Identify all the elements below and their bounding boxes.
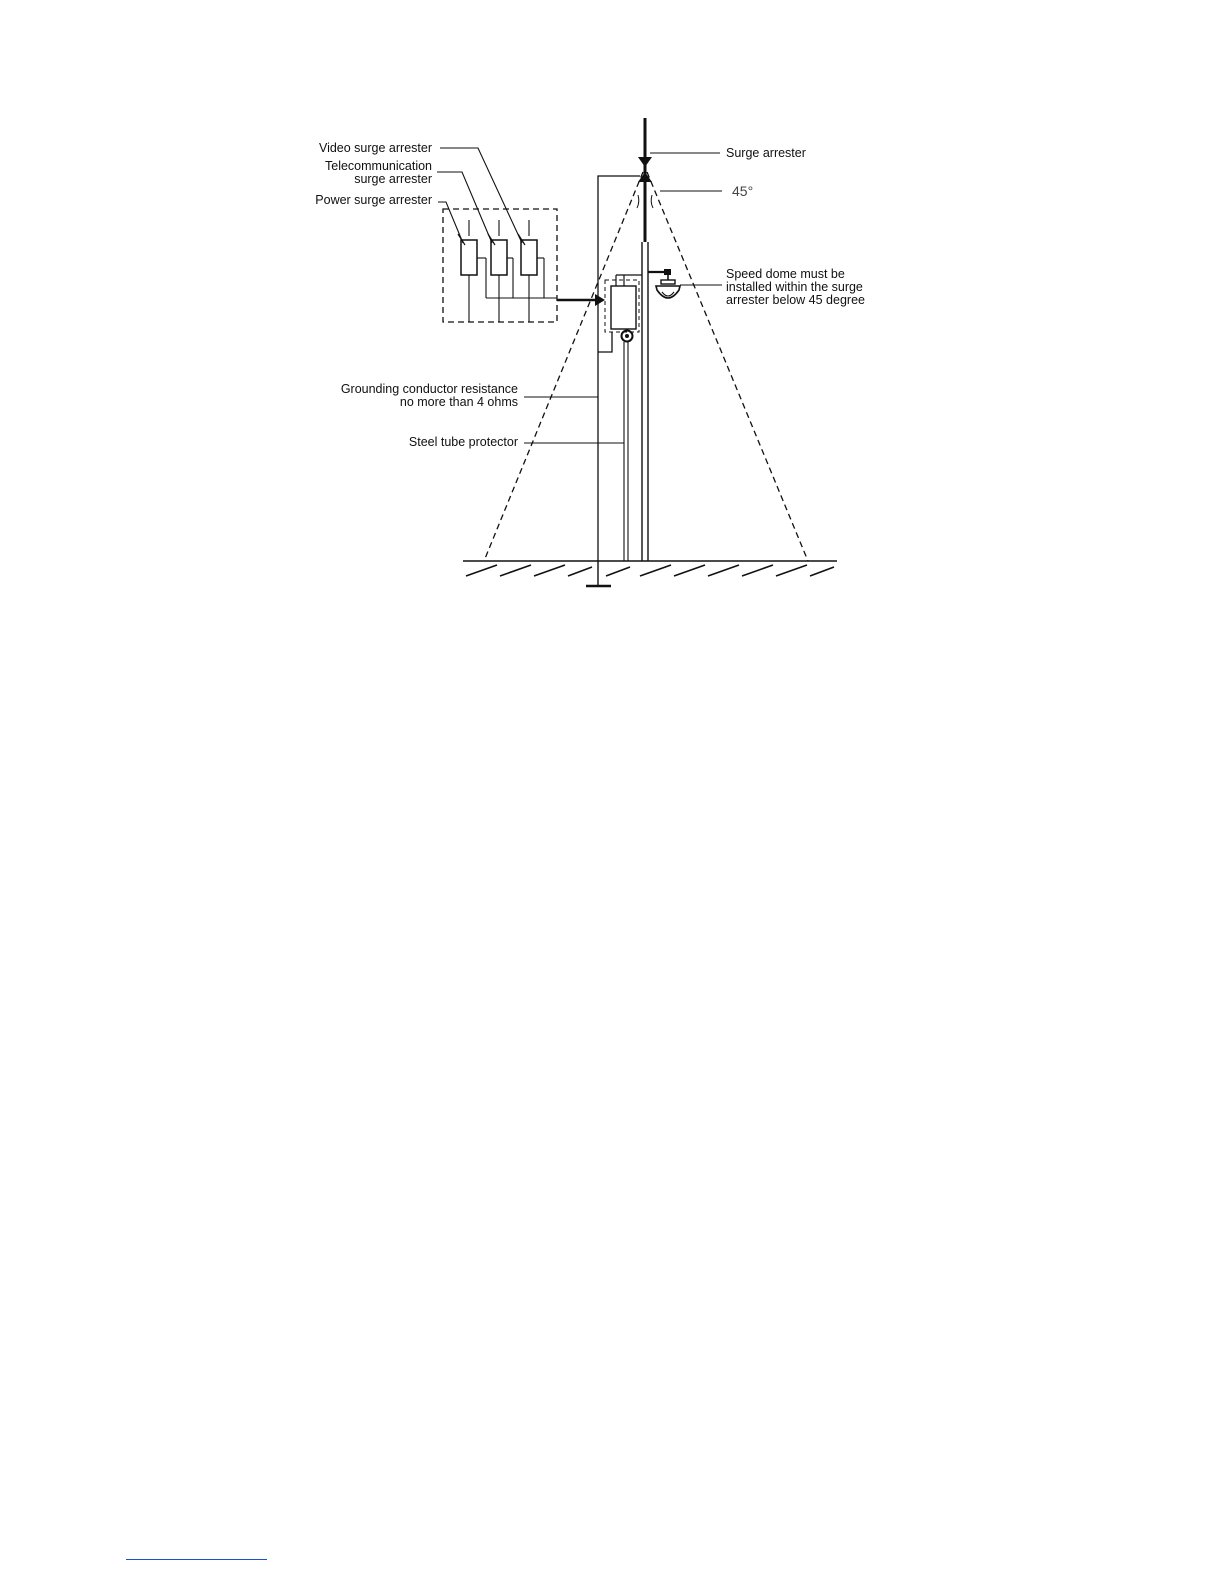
power-surge-arrester-label: Power surge arrester: [315, 193, 432, 207]
steel-tube-protector: [624, 342, 628, 561]
speed-dome-note-line1: Speed dome must be: [726, 267, 845, 281]
grounding-label-line1: Grounding conductor resistance: [340, 382, 518, 396]
grounding-label-line2: no more than 4 ohms: [399, 395, 518, 409]
detail-arrow: [557, 294, 605, 306]
lightning-rod: [638, 118, 652, 242]
ground: [463, 561, 837, 576]
telecom-surge-arrester-label-line2: surge arrester: [354, 172, 432, 186]
video-surge-arrester-label: Video surge arrester: [318, 141, 432, 155]
speed-dome-note-line3: arrester below 45 degree: [726, 293, 865, 307]
ground-symbol: [586, 561, 611, 586]
steel-tube-protector-label: Steel tube protector: [408, 435, 518, 449]
angle-label: 45°: [732, 183, 754, 199]
telecom-surge-arrester-label-line1: Telecommunication: [325, 159, 432, 173]
pole: [642, 242, 648, 561]
equipment-box: [605, 275, 642, 342]
surge-arrester-detail: [443, 209, 557, 322]
grounding-conductor: [598, 176, 640, 561]
lightning-protection-diagram: [0, 0, 1224, 700]
speed-dome-note-line2: installed within the surge: [726, 280, 863, 294]
surge-arrester-label: Surge arrester: [726, 146, 806, 160]
speed-dome-camera: [648, 269, 680, 298]
footnote-rule: [126, 1559, 267, 1560]
